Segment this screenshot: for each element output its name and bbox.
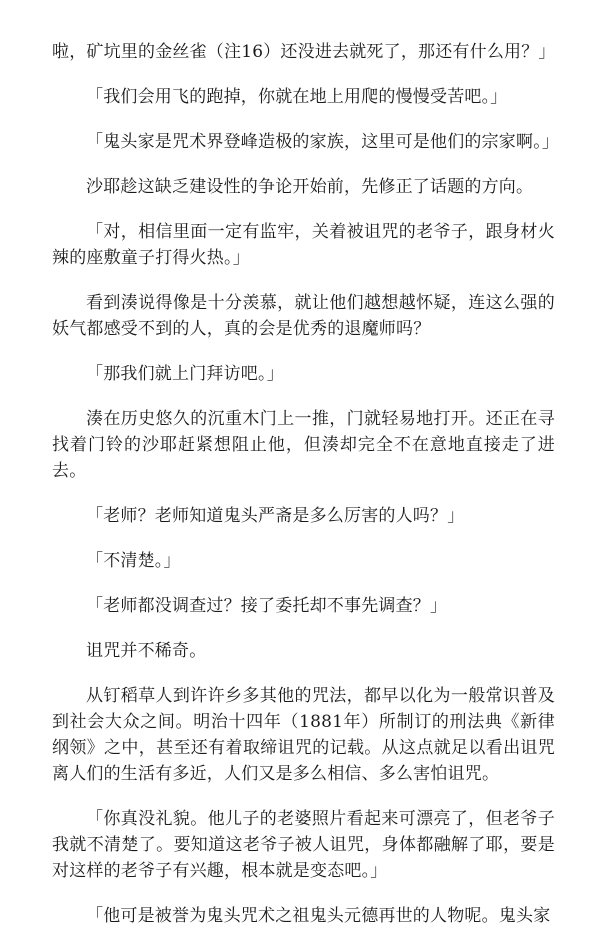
paragraph-4: 沙耶趁这缺乏建设性的争论开始前，先修正了话题的方向。 (86, 177, 534, 197)
document-page (0, 39, 613, 926)
paragraph-11: 「老师都没调查过？接了委托却不事先调查？」 (86, 596, 448, 616)
paragraph-7: 「那我们就上门拜访吧。」 (86, 364, 284, 384)
paragraph-12: 诅咒并不稀奇。 (86, 641, 207, 661)
paragraph-1: 啦，矿坑里的金丝雀（注16）还没进去就死了，那还有什么用？」 (52, 42, 556, 62)
paragraph-2: 「我们会用飞的跑掉，你就在地上用爬的慢慢受苦吧。」 (86, 87, 508, 107)
paragraph-9: 「老师？老师知道鬼头严斋是多么厉害的人吗？」 (86, 506, 465, 526)
paragraph-10: 「不清楚。」 (86, 551, 181, 571)
paragraph-8: 湊在历史悠久的沉重木门上一推，门就轻易地打开。还正在寻找着门铃的沙耶赶紧想阻止他，但湊却完全不在意地直接走了进去。 (52, 409, 555, 481)
paragraph-13: 从钉稻草人到许许乡多其他的咒法，都早以化为一般常识普及到社会大众之间。明治十四年（1881年）所制订的刑法典《新律纲领》之中，甚至还有着取缔诅咒的记载。从这点就足以看出诅咒离人们的生活有多近，人们又是多么相信、多么害怕诅咒。 (52, 686, 555, 784)
paragraph-6: 看到湊说得像是十分羡慕，就让他们越想越怀疑，连这么强的妖气都感受不到的人，真的会是优秀的退魔师吗？ (52, 293, 555, 339)
paragraph-14: 「你真没礼貌。他儿子的老婆照片看起来可漂亮了，但老爷子我就不清楚了。要知道这老爷子被人诅咒，身体都融解了耶，要是对这样的老爷子有兴趣，根本就是变态吧。」 (52, 809, 555, 881)
paragraph-15: 「他可是被誉为鬼头咒术之祖鬼头元德再世的人物呢。鬼头家 (86, 906, 551, 926)
paragraph-5: 「对，相信里面一定有监牢，关着被诅咒的老爷子，跟身材火辣的座敷童子打得火热。」 (52, 222, 555, 268)
paragraph-3: 「鬼头家是咒术界登峰造极的家族，这里可是他们的宗家啊。」 (86, 132, 560, 152)
